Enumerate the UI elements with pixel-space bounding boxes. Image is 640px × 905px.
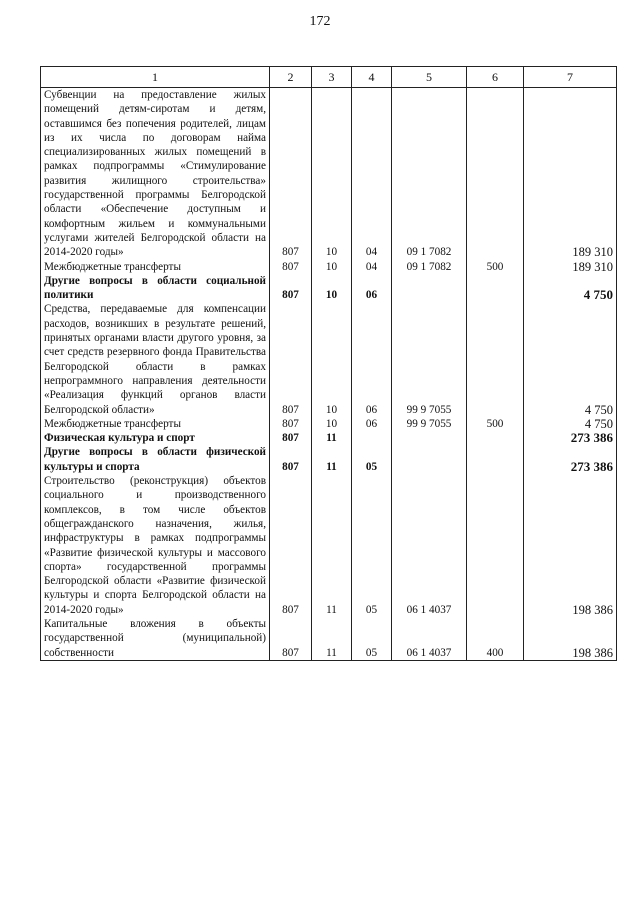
row-target-article: 09 1 7082: [392, 88, 467, 260]
row-amount: 4 750: [524, 274, 617, 303]
row-expense-type: [467, 302, 524, 416]
row-name: Строительство (реконструкция) объектов социального и производственного комплексов, в том числе объектов общегражданского назначения, жилья, инфраструктуры в рамках подпрограммы «Развитие физической культуры и массового спорта» государственной программы Белгородской области «Развитие физической культуры и спорта Белгородской области на 2014-2020 годы»: [41, 474, 270, 617]
row-amount: 4 750: [524, 302, 617, 416]
row-section: 11: [312, 617, 352, 660]
row-subsection: 05: [352, 617, 392, 660]
row-expense-type: 500: [467, 417, 524, 431]
row-subsection: 06: [352, 417, 392, 431]
row-subsection: [352, 431, 392, 445]
row-subsection: 05: [352, 445, 392, 474]
row-target-article: [392, 274, 467, 303]
table-row: [41, 445, 617, 474]
row-expense-type: [467, 445, 524, 474]
table-row: [41, 617, 617, 660]
row-section: 11: [312, 431, 352, 445]
row-amount: 4 750: [524, 417, 617, 431]
row-subsection: 06: [352, 302, 392, 416]
row-section: 10: [312, 274, 352, 303]
row-name: Межбюджетные трансферты: [41, 417, 270, 431]
row-target-article: [392, 431, 467, 445]
row-name: Капитальные вложения в объекты государственной (муниципальной) собственности: [41, 617, 270, 660]
table-row: [41, 260, 617, 274]
row-target-article: 09 1 7082: [392, 260, 467, 274]
row-section: 11: [312, 474, 352, 617]
row-amount: 273 386: [524, 431, 617, 445]
row-ministry-code: 807: [270, 417, 312, 431]
row-expense-type: [467, 88, 524, 260]
row-amount: 273 386: [524, 445, 617, 474]
table-row: [41, 417, 617, 431]
row-ministry-code: 807: [270, 474, 312, 617]
row-subsection: 06: [352, 274, 392, 303]
row-expense-type: [467, 431, 524, 445]
row-target-article: [392, 445, 467, 474]
row-amount: 198 386: [524, 474, 617, 617]
row-name: Межбюджетные трансферты: [41, 260, 270, 274]
row-target-article: 06 1 4037: [392, 617, 467, 660]
row-section: 10: [312, 88, 352, 260]
row-expense-type: [467, 274, 524, 303]
row-subsection: 05: [352, 474, 392, 617]
header-col-6: 6: [467, 67, 524, 88]
row-ministry-code: 807: [270, 445, 312, 474]
table-row: [41, 88, 617, 260]
header-col-3: 3: [312, 67, 352, 88]
row-ministry-code: 807: [270, 617, 312, 660]
row-name: Субвенции на предоставление жилых помещений детям-сиротам и детям, оставшимся без попечения родителей, лицам из их числа по договорам найма специализированных жилых помещений в рамках подпрограммы «Стимулирование развития жилищного строительства» государственной программы Белгородской области «Обеспечение доступным и комфортным жильем и коммунальными услугами жителей Белгородской области на 2014-2020 годы»: [41, 88, 270, 260]
table-row: [41, 274, 617, 303]
row-ministry-code: 807: [270, 431, 312, 445]
header-col-7: 7: [524, 67, 617, 88]
table-row: [41, 302, 617, 416]
row-subsection: 04: [352, 88, 392, 260]
row-amount: 189 310: [524, 260, 617, 274]
header-col-1: 1: [41, 67, 270, 88]
row-ministry-code: 807: [270, 260, 312, 274]
row-section: 10: [312, 302, 352, 416]
row-ministry-code: 807: [270, 302, 312, 416]
row-ministry-code: 807: [270, 274, 312, 303]
row-section: 11: [312, 445, 352, 474]
row-ministry-code: 807: [270, 88, 312, 260]
row-amount: 189 310: [524, 88, 617, 260]
row-amount: 198 386: [524, 617, 617, 660]
table-row: [41, 431, 617, 445]
row-name: Средства, передаваемые для компенсации расходов, возникших в результате решений, принятых органами власти другого уровня, за счет средств резервного фонда Правительства Белгородской области в рамках непрограммного направления деятельности «Реализация функций органов власти Белгородской области»: [41, 302, 270, 416]
header-col-4: 4: [352, 67, 392, 88]
row-expense-type: 400: [467, 617, 524, 660]
row-name: Другие вопросы в области физической культуры и спорта: [41, 445, 270, 474]
row-name: Другие вопросы в области социальной политики: [41, 274, 270, 303]
row-target-article: 99 9 7055: [392, 302, 467, 416]
row-section: 10: [312, 417, 352, 431]
header-col-2: 2: [270, 67, 312, 88]
row-expense-type: 500: [467, 260, 524, 274]
row-section: 10: [312, 260, 352, 274]
row-expense-type: [467, 474, 524, 617]
budget-table: [40, 66, 617, 661]
row-target-article: 06 1 4037: [392, 474, 467, 617]
table-row: [41, 474, 617, 617]
header-row: [41, 67, 617, 88]
row-name: Физическая культура и спорт: [41, 431, 270, 445]
row-subsection: 04: [352, 260, 392, 274]
row-target-article: 99 9 7055: [392, 417, 467, 431]
header-col-5: 5: [392, 67, 467, 88]
page-number: 172: [309, 14, 331, 29]
